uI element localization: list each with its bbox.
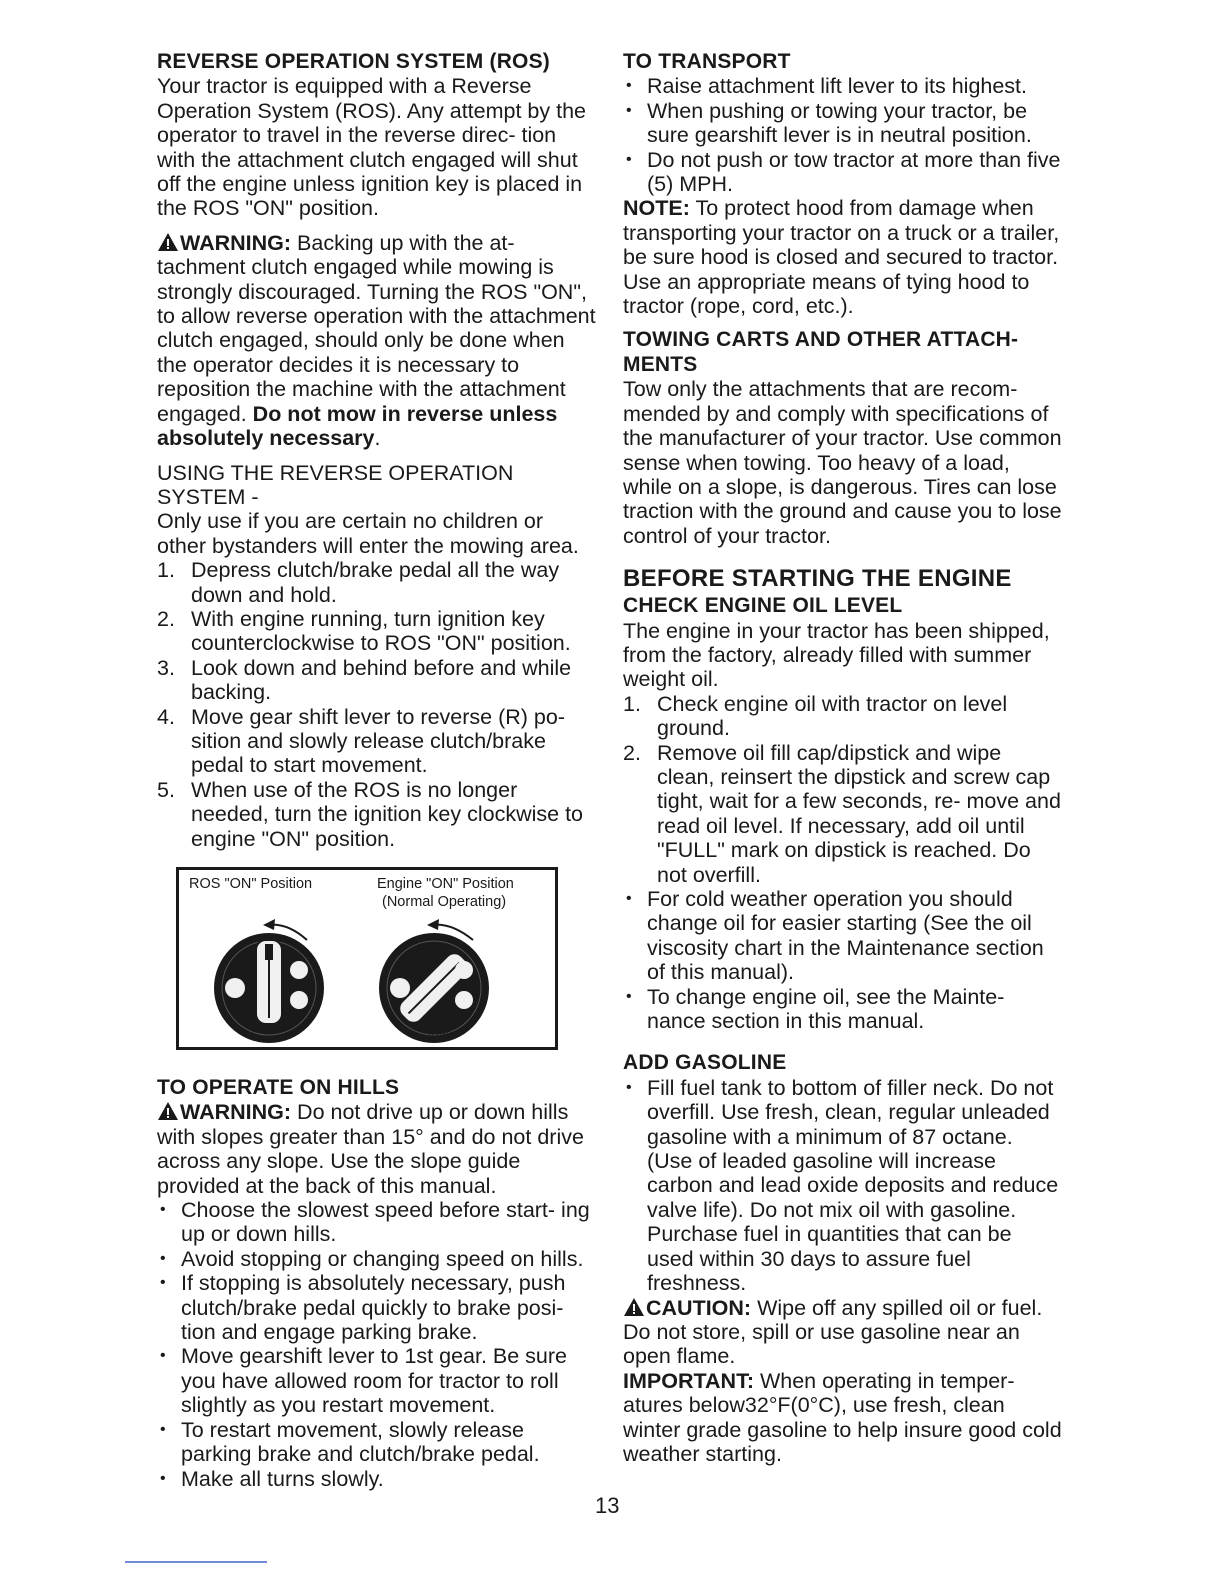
- engine-switch-icon: [379, 919, 489, 1043]
- list-item: • Raise attachment lift lever to its highest.: [623, 74, 1063, 98]
- oil-steps: [623, 692, 1063, 887]
- transport-bullets: [623, 74, 1063, 196]
- list-item: • To restart movement, slowly release parking brake and clutch/brake pedal.: [157, 1418, 597, 1467]
- list-item: • If stopping is absolutely necessary, push clutch/brake pedal quickly to brake posi- tion and engage parking brake.: [157, 1271, 597, 1344]
- note-text: To protect hood from damage when transporting your tractor on a truck or a trailer, be sure hood is closed and secured to tractor. Use an appropriate means of tying hood to tractor (rope, cord, etc.).: [623, 196, 1060, 319]
- note-label: NOTE:: [623, 196, 690, 221]
- transport-heading: TO TRANSPORT: [623, 50, 791, 73]
- list-item: • Fill fuel tank to bottom of filler neck. Do not overfill. Use fresh, clean, regular unleaded gasoline with a minimum of 87 octane. (Use of leaded gasoline will increase carbon and lead oxide deposits and reduce valve life). Do not mix oil with gasoline. Purchase fuel in quantities that can be used within 30 days to assure fuel freshness.: [623, 1076, 1063, 1296]
- warning-ros: [157, 231, 597, 451]
- warning-label: WARNING:: [180, 1100, 292, 1125]
- warning-text: Do not drive up or down hills with slopes greater than 15° and do not drive across any slope. Use the slope guide provided at the back of this manual.: [157, 1100, 584, 1198]
- engine-position-sublabel: (Normal Operating): [382, 894, 507, 910]
- list-item: 3. Look down and behind before and while backing.: [157, 655, 572, 705]
- ros-position-label: ROS "ON" Position: [189, 876, 313, 892]
- using-heading: USING THE REVERSE OPERATION SYSTEM -: [157, 460, 514, 509]
- warning-label: WARNING:: [180, 230, 292, 255]
- list-item: • When pushing or towing your tractor, be sure gearshift lever is in neutral position.: [623, 99, 1063, 148]
- page-number: 13: [595, 1493, 620, 1518]
- list-item: • Make all turns slowly.: [157, 1467, 597, 1491]
- warning-triangle-icon: [157, 232, 179, 252]
- ros-switch-icon: [214, 919, 324, 1043]
- caution-text: Wipe off any spilled oil or fuel. Do not store, spill or use gasoline near an open flame.: [623, 1295, 1043, 1369]
- gas-heading: ADD GASOLINE: [623, 1051, 787, 1075]
- list-item: 4. Move gear shift lever to reverse (R) po- sition and slowly release clutch/brake pedal to start movement.: [157, 704, 565, 778]
- caution-label: CAUTION:: [646, 1295, 752, 1320]
- ros-steps: [157, 558, 597, 851]
- warning-hills: [157, 1100, 597, 1198]
- important-paragraph: [623, 1369, 1063, 1467]
- using-body: Only use if you are certain no children or other bystanders will enter the mowing area.: [157, 509, 579, 558]
- oil-bullets: [623, 887, 1063, 1033]
- list-item: 2. With engine running, turn ignition key counterclockwise to ROS "ON" position.: [157, 606, 571, 656]
- warning-bold-text: Do not mow in reverse unless absolutely necessary: [157, 401, 558, 451]
- ignition-switch-illustration: [179, 870, 555, 1047]
- oil-heading: CHECK ENGINE OIL LEVEL: [623, 594, 903, 618]
- list-item: 5. When use of the ROS is no longer needed, turn the ignition key clockwise to engine "ON" position.: [157, 777, 584, 851]
- ros-body: Your tractor is equipped with a Reverse Operation System (ROS). Any attempt by the operator to travel in the reverse direc- tion with the attachment clutch engaged will shut off the engine unless ignition key is placed in the ROS "ON" position.: [157, 74, 586, 221]
- oil-body: The engine in your tractor has been shipped, from the factory, already filled with summer weight oil.: [623, 618, 1050, 692]
- towing-body: Tow only the attachments that are recom- mended by and comply with specifications of the manufacturer of your tractor. Use common sense when towing. Too heavy of a load, while on a slope, is dangerous. Tires can lose traction with the ground and cause you to lose control of your tractor.: [623, 377, 1062, 548]
- list-item: • For cold weather operation you should change oil for easier starting (See the oil viscosity chart in the Maintenance section of this manual).: [623, 887, 1063, 985]
- engine-position-label: Engine "ON" Position: [377, 876, 514, 892]
- bottom-divider: [125, 1561, 267, 1563]
- ros-heading: REVERSE OPERATION SYSTEM (ROS): [157, 50, 550, 73]
- hills-bullets: [157, 1198, 597, 1491]
- transport-note: [623, 196, 1063, 318]
- list-item: 2. Remove oil fill cap/dipstick and wipe clean, reinsert the dipstick and screw cap tight, wait for a few seconds, re- move and read oil level. If necessary, add oil until "FULL" mark on dipstick is reached. Do not overfill.: [623, 740, 1061, 887]
- list-item: • Move gearshift lever to 1st gear. Be sure you have allowed room for tractor to roll slightly as you restart movement.: [157, 1344, 597, 1417]
- warning-end: .: [374, 426, 381, 451]
- list-item: 1. Check engine oil with tractor on level ground.: [623, 691, 1008, 741]
- list-item: • Avoid stopping or changing speed on hills.: [157, 1247, 597, 1271]
- towing-heading: TOWING CARTS AND OTHER ATTACH- MENTS: [623, 328, 1019, 376]
- ignition-figure: [176, 867, 558, 1050]
- list-item: • Do not push or tow tractor at more than five (5) MPH.: [623, 148, 1063, 197]
- gas-bullets: [623, 1076, 1063, 1296]
- warning-text: Backing up with the at- tachment clutch engaged while mowing is strongly discouraged. Turning the ROS "ON", to allow reverse operation with the attachment clutch engaged, should only be done when the operator decides it is necessary to reposition the machine with the attachment engaged.: [157, 230, 596, 426]
- caution-paragraph: [623, 1296, 1063, 1369]
- list-item: • To change engine oil, see the Mainte- nance section in this manual.: [623, 985, 1063, 1034]
- list-item: • Choose the slowest speed before start- ing up or down hills.: [157, 1198, 597, 1247]
- important-label: IMPORTANT:: [623, 1368, 754, 1393]
- right-column: [623, 50, 1063, 1466]
- before-starting-heading: BEFORE STARTING THE ENGINE: [623, 565, 1012, 593]
- list-item: 1. Depress clutch/brake pedal all the way down and hold.: [157, 558, 560, 607]
- left-column: [157, 50, 597, 1491]
- warning-triangle-icon: [623, 1297, 645, 1317]
- important-text: When operating in temper- atures below32°F(0°C), use fresh, clean winter grade gasoline to help insure good cold weather starting.: [623, 1368, 1062, 1466]
- hills-heading: TO OPERATE ON HILLS: [157, 1076, 400, 1099]
- warning-triangle-icon: [157, 1101, 179, 1121]
- figure-code: 03550: [429, 1030, 452, 1039]
